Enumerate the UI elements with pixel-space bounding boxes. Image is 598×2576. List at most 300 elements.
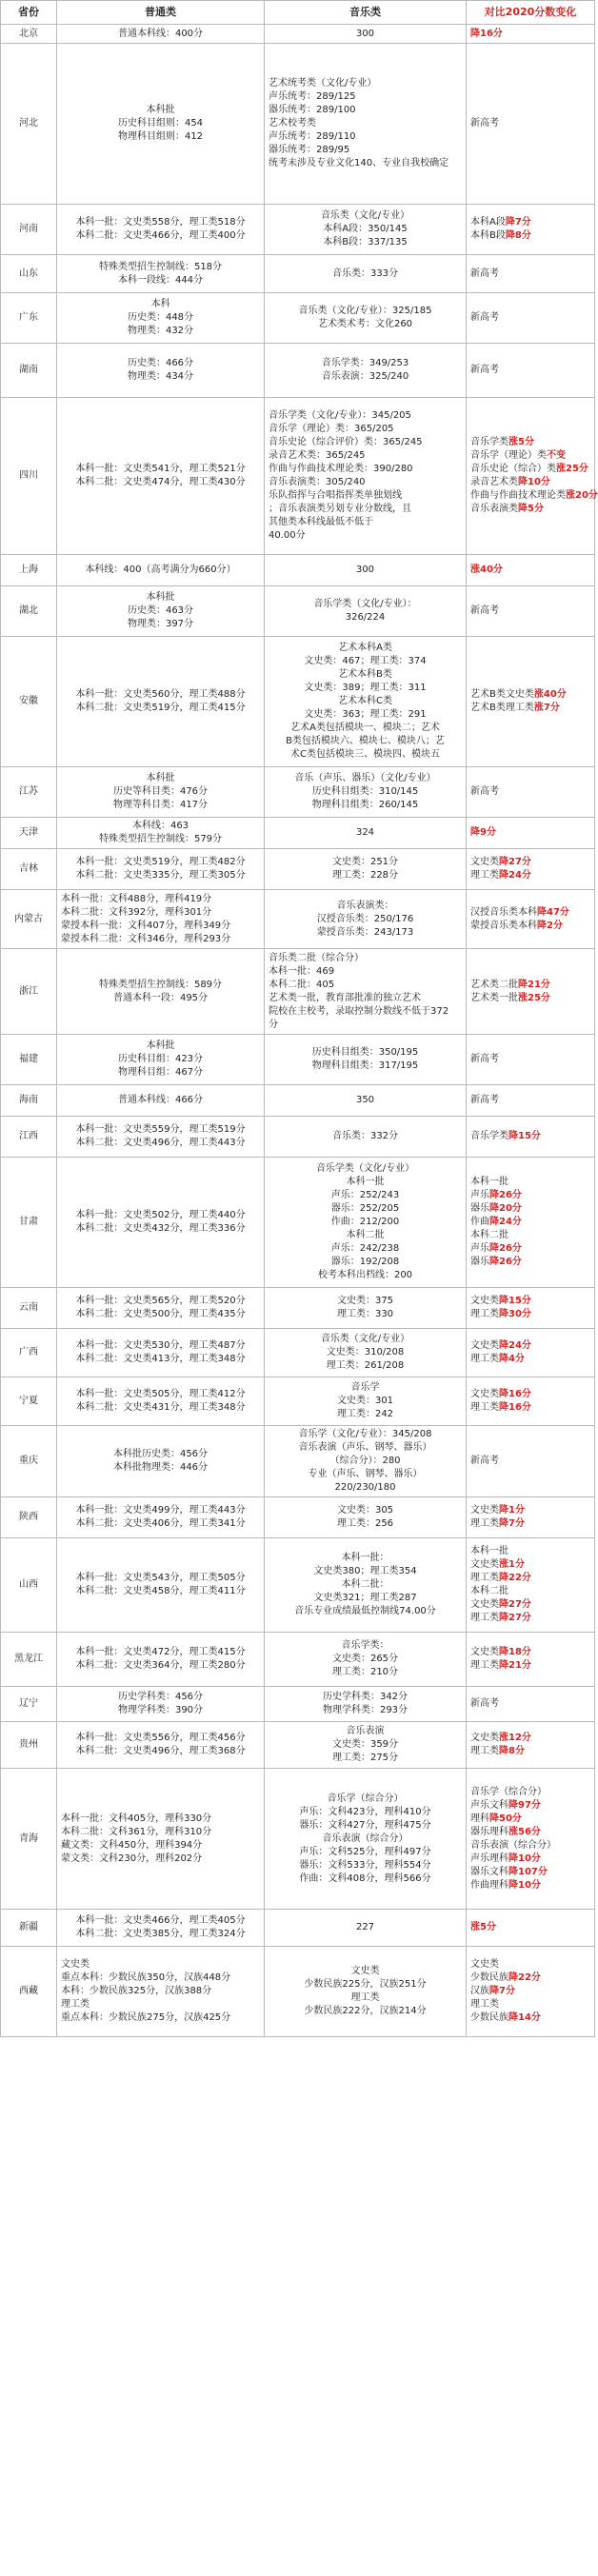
change-value: 降24分 <box>499 1340 531 1351</box>
music-line: 音乐学 <box>350 1382 380 1393</box>
change-label: 声乐 <box>470 1190 489 1200</box>
music-line: 本科一批 <box>346 1177 385 1187</box>
province-cell: 青海 <box>1 1769 57 1910</box>
province-cell: 贵州 <box>1 1722 57 1769</box>
province-cell: 江西 <box>1 1117 57 1158</box>
general-line: 物理科目组则：412 <box>117 131 204 142</box>
province-cell: 内蒙古 <box>1 890 57 949</box>
change-label: 少数民族 <box>470 2012 508 2023</box>
general-line: 本科线：463 <box>131 821 189 831</box>
change-line <box>470 1585 590 1598</box>
change-label: 艺术B类理工类 <box>470 703 534 713</box>
change-cell <box>467 767 595 818</box>
music-line: 文史类：467；理工类：374 <box>304 656 427 666</box>
general-line: 本科一批：文史类499分，理工类443分 <box>75 1505 246 1516</box>
music-line: 少数民族222分，汉族214分 <box>304 2006 427 2016</box>
music-line: 器乐统考：289/100 <box>269 105 356 115</box>
general-cell <box>57 1687 265 1722</box>
general-cell <box>57 1377 265 1426</box>
general-cell <box>57 555 265 586</box>
music-line: 音乐专业成绩最低控制线74.00分 <box>294 1606 436 1616</box>
change-value: 涨56分 <box>508 1826 541 1837</box>
general-line: 本科一批：文史类556分，理工类456分 <box>75 1733 246 1743</box>
province-cell: 天津 <box>1 818 57 849</box>
province-cell: 辽宁 <box>1 1687 57 1722</box>
music-line: 文史类：359分 <box>331 1739 399 1750</box>
music-line: 乐队指挥与合唱指挥类单独划线 <box>269 490 402 501</box>
province-cell: 河北 <box>1 44 57 205</box>
music-cell <box>265 1117 467 1158</box>
music-cell <box>265 25 467 44</box>
table-row <box>1 25 595 44</box>
general-line: 蒙授本科二批：文科346分，理科293分 <box>61 933 231 944</box>
music-line: 理工类：228分 <box>331 870 399 881</box>
change-cell <box>467 1377 595 1426</box>
table-row <box>1 949 595 1035</box>
general-cell <box>57 205 265 255</box>
change-line <box>470 1504 590 1517</box>
music-line: 物理科目组类：317/195 <box>311 1060 419 1071</box>
general-line: 物理学科类：390分 <box>117 1705 204 1715</box>
change-value: 5分 <box>480 1922 496 1932</box>
music-line: 音乐学类（文化/专业）：345/205 <box>269 410 411 421</box>
general-cell <box>57 1158 265 1288</box>
general-line: 本科二批：文史类496分，理工类443分 <box>75 1138 246 1148</box>
change-label: 文史类 <box>470 1647 499 1657</box>
change-value: 涨12分 <box>499 1733 531 1743</box>
music-line: 音乐类（文化/专业） <box>320 1334 410 1344</box>
province-cell: 吉林 <box>1 849 57 890</box>
general-line: 本科二批：文史类474分，理工类430分 <box>75 477 246 487</box>
general-line: 普通本科一段：495分 <box>112 992 209 1003</box>
change-value: 降47分 <box>537 906 569 918</box>
header-change: 对比2020分数变化 <box>467 1 595 25</box>
music-line: 音乐表演（声乐、钢琴、器乐） <box>298 1442 432 1453</box>
change-value: 降8分 <box>499 1746 525 1756</box>
general-line: 物理等科目类：417分 <box>112 800 209 810</box>
change-label: 新高考 <box>470 268 499 279</box>
music-cell <box>265 586 467 637</box>
province-cell: 新疆 <box>1 1910 57 1947</box>
change-cell <box>467 1722 595 1769</box>
general-line: 本科一批：文史类466分，理工类405分 <box>75 1915 246 1926</box>
general-cell <box>57 1633 265 1687</box>
change-value: 涨20分 <box>566 490 598 501</box>
change-line <box>470 1985 590 1998</box>
change-cell <box>467 1085 595 1117</box>
change-line <box>470 229 590 243</box>
change-line <box>470 1295 590 1308</box>
music-cell <box>265 1633 467 1687</box>
header-music: 音乐类 <box>265 1 467 25</box>
music-line: 音乐类：333分 <box>331 268 399 279</box>
change-value: 9分 <box>480 827 496 838</box>
music-line: 器乐：文科533分，理科554分 <box>299 1859 431 1871</box>
change-label: 音乐学（理论）类 <box>470 450 547 461</box>
music-line: 器乐：192/208 <box>330 1257 400 1267</box>
change-label: 文史类 <box>470 857 499 867</box>
change-line <box>470 1958 590 1972</box>
general-line: 本科一批：文史类543分，理工类505分 <box>75 1573 246 1583</box>
music-cell <box>265 1329 467 1377</box>
music-line: 器乐：252/205 <box>330 1203 400 1214</box>
music-cell <box>265 205 467 255</box>
table-row <box>1 44 595 205</box>
table-row <box>1 1158 595 1288</box>
general-line: 本科一批：文史类541分，理工类521分 <box>75 464 246 474</box>
change-label: 本科二批 <box>470 1586 508 1596</box>
change-cell <box>467 398 598 555</box>
change-line <box>470 476 590 489</box>
change-value: 降26分 <box>489 1257 522 1267</box>
change-cell <box>467 1158 595 1288</box>
general-line: 本科线：400（高考满分为660分） <box>85 565 236 575</box>
change-line <box>470 463 590 476</box>
change-label: 音乐表演类 <box>470 504 518 514</box>
header-row <box>1 1 595 25</box>
change-line <box>470 1558 590 1572</box>
change-label: 新高考 <box>470 1698 499 1709</box>
province-cell: 山东 <box>1 255 57 293</box>
music-line: 理工类 <box>350 1992 380 2003</box>
change-line <box>470 564 590 577</box>
change-label: 少数民族 <box>470 1972 508 1983</box>
change-line <box>470 1256 590 1269</box>
change-value: 降50分 <box>489 1813 522 1824</box>
table-row <box>1 1377 595 1426</box>
change-label: 文史类 <box>470 1296 499 1306</box>
table-row <box>1 767 595 818</box>
music-cell <box>265 849 467 890</box>
change-label: 录音艺术类 <box>470 477 518 487</box>
music-line: 院校在主校考，录取控制分数线不低于372 <box>269 1005 449 1017</box>
general-line: 本科二批：文史类385分，理工类324分 <box>75 1929 246 1939</box>
music-cell <box>265 1947 467 2037</box>
change-line <box>470 1879 590 1892</box>
change-cell <box>467 637 595 767</box>
change-value: 涨1分 <box>499 1559 525 1570</box>
music-line: 统考未涉及专业文化140、专业自我校确定 <box>269 158 449 168</box>
change-line <box>470 920 590 933</box>
change-cell <box>467 1329 595 1377</box>
change-cell <box>467 293 595 344</box>
province-cell: 湖南 <box>1 344 57 398</box>
music-cell <box>265 1085 467 1117</box>
change-cell <box>467 1497 595 1538</box>
change-label: 本科B段 <box>470 230 506 241</box>
general-line: 本科一批：文史类502分，理工类440分 <box>75 1210 246 1220</box>
change-line <box>470 785 590 799</box>
music-line: 音乐学类：349/253 <box>321 358 409 368</box>
header-general: 普通类 <box>57 1 265 25</box>
music-line: ；音乐表演类另划专业分数线，且 <box>269 504 411 514</box>
change-value: 降8分 <box>505 230 531 241</box>
general-line: 本科一批：文史类530分，理工类487分 <box>75 1340 246 1351</box>
change-label: 器乐文科 <box>470 1866 508 1877</box>
music-cell <box>265 1377 467 1426</box>
change-label: 理科 <box>470 1813 489 1824</box>
change-line <box>470 1053 590 1066</box>
change-cell <box>467 818 595 849</box>
change-line <box>470 1646 590 1659</box>
change-label: 新高考 <box>470 1095 499 1105</box>
music-cell <box>265 1035 467 1085</box>
change-label: 理工类 <box>470 870 499 881</box>
province-cell: 福建 <box>1 1035 57 1085</box>
music-line: 物理学科类：293分 <box>322 1705 409 1715</box>
general-line: 历史科目组：423分 <box>117 1054 204 1064</box>
general-cell <box>57 44 265 205</box>
change-line <box>470 1353 590 1366</box>
general-line: 普通本科线：466分 <box>117 1095 204 1105</box>
table-row <box>1 849 595 890</box>
music-line: 文史类：251分 <box>331 857 399 867</box>
change-label: 文史类 <box>470 1389 499 1399</box>
change-line <box>470 1866 590 1879</box>
change-value: 降7分 <box>505 217 531 228</box>
music-line: 文史类：310/208 <box>326 1347 405 1357</box>
change-value: 涨40分 <box>533 689 567 700</box>
general-cell <box>57 890 265 949</box>
general-cell <box>57 849 265 890</box>
table-row <box>1 398 595 555</box>
change-label: 声乐理科 <box>470 1853 508 1864</box>
table-row <box>1 637 595 767</box>
music-cell <box>265 555 467 586</box>
music-line: 音乐表演类： <box>336 900 394 911</box>
general-line: 本科 <box>150 299 170 309</box>
general-line: 本科一批：文史类472分，理工类415分 <box>75 1647 246 1657</box>
province-cell: 广东 <box>1 293 57 344</box>
music-line: 理工类：261/208 <box>326 1360 405 1371</box>
change-value: 降21分 <box>518 979 550 990</box>
table-row <box>1 818 595 849</box>
change-value: 降24分 <box>499 870 531 881</box>
change-value: 降7分 <box>489 1986 515 1996</box>
change-label: 文史类 <box>470 1505 499 1516</box>
general-line: 本科：少数民族325分，汉族388分 <box>61 1986 212 1996</box>
province-cell: 重庆 <box>1 1426 57 1497</box>
music-line: 音乐表演（综合分） <box>322 1833 409 1844</box>
music-cell <box>265 890 467 949</box>
change-cell <box>467 949 595 1035</box>
change-label: 音乐学类 <box>470 1131 508 1141</box>
general-line: 历史类：466分 <box>127 358 194 368</box>
change-label: 理工类 <box>470 1613 499 1623</box>
music-line: 音乐表演：325/240 <box>321 371 409 382</box>
change-line <box>470 702 590 715</box>
general-cell <box>57 1288 265 1329</box>
province-cell: 陕西 <box>1 1497 57 1538</box>
music-cell <box>265 637 467 767</box>
music-line: 历史学科类：342分 <box>322 1692 409 1702</box>
change-cell <box>467 555 595 586</box>
change-value: 降18分 <box>499 1647 531 1657</box>
general-line: 本科二批：文史类364分，理工类280分 <box>75 1660 246 1671</box>
general-cell <box>57 818 265 849</box>
province-cell: 江苏 <box>1 767 57 818</box>
change-value: 降16分 <box>499 1402 531 1413</box>
change-label: 涨 <box>470 565 480 575</box>
change-cell <box>467 44 595 205</box>
music-cell <box>265 255 467 293</box>
music-line: 本科A段：350/145 <box>323 224 408 234</box>
change-value: 降4分 <box>499 1354 525 1364</box>
music-line: 器乐统考：289/95 <box>269 145 350 155</box>
change-label: 文史类 <box>470 1340 499 1351</box>
general-cell <box>57 1947 265 2037</box>
change-label: 理工类 <box>470 1402 499 1413</box>
table-row <box>1 1497 595 1538</box>
music-line: 分 <box>269 1019 278 1030</box>
general-line: 本科二批：文史类432分，理工类336分 <box>75 1223 246 1234</box>
change-label: 降 <box>470 28 480 39</box>
table-body <box>1 25 598 2037</box>
change-label: 新高考 <box>470 118 499 129</box>
music-cell <box>265 1769 467 1910</box>
change-cell <box>467 1117 595 1158</box>
change-label: 作曲理科 <box>470 1879 508 1891</box>
change-line <box>470 1697 590 1711</box>
change-value: 降27分 <box>499 1613 531 1623</box>
province-cell: 湖北 <box>1 586 57 637</box>
change-cell <box>467 344 595 398</box>
music-line: 音乐学类： <box>341 1640 389 1651</box>
general-line: 本科一批：文史类559分，理工类519分 <box>75 1124 246 1135</box>
change-value: 降97分 <box>508 1799 541 1811</box>
general-line: 本科批历史类：456分 <box>112 1449 209 1459</box>
general-cell <box>57 293 265 344</box>
general-line: 重点本科：少数民族275分，汉族425分 <box>61 2012 231 2023</box>
music-line: 文史类：301 <box>336 1396 394 1406</box>
table-row <box>1 1769 595 1910</box>
change-label: 理工类 <box>470 1518 499 1529</box>
change-label: 新高考 <box>470 605 499 616</box>
change-label: 新高考 <box>470 365 499 375</box>
change-line <box>470 1826 590 1839</box>
change-line <box>470 268 590 281</box>
general-cell <box>57 586 265 637</box>
general-cell <box>57 1497 265 1538</box>
music-line: 艺术A类包括模块一、模块二；艺术 <box>290 723 440 733</box>
change-line <box>470 869 590 882</box>
change-label: 声乐文科 <box>470 1799 508 1811</box>
music-line: 350 <box>355 1095 375 1105</box>
change-value: 降30分 <box>499 1309 531 1319</box>
general-line: 本科二批：文史类496分，理工类368分 <box>75 1746 246 1756</box>
general-line: 本科批 <box>146 592 175 603</box>
general-line: 本科二批：文史类458分，理工类411分 <box>75 1586 246 1596</box>
general-line: 特殊类型招生控制线：579分 <box>98 834 223 844</box>
province-cell: 海南 <box>1 1085 57 1117</box>
music-line: 录音艺术类：365/245 <box>269 450 366 461</box>
music-line: 本科二批 <box>346 1230 385 1240</box>
general-line: 本科批物理类：446分 <box>112 1462 209 1473</box>
table-row <box>1 1947 595 2037</box>
change-label: 蒙授音乐类本科 <box>470 920 537 931</box>
music-line: 声乐：252/243 <box>330 1190 400 1200</box>
change-line <box>470 311 590 325</box>
music-cell <box>265 1910 467 1947</box>
change-label: 降 <box>470 827 480 838</box>
change-line <box>470 1921 590 1934</box>
general-line: 物理类：434分 <box>127 371 194 382</box>
general-line: 文史类 <box>61 1959 90 1970</box>
music-cell <box>265 1158 467 1288</box>
table-row <box>1 555 595 586</box>
change-cell <box>467 1633 595 1687</box>
change-value: 降1分 <box>499 1505 525 1516</box>
music-line: 历史科目组类：350/195 <box>311 1047 419 1058</box>
music-line: 器乐：文科427分，理科475分 <box>299 1819 431 1831</box>
change-line <box>470 1242 590 1256</box>
change-label: 文史类 <box>470 1599 499 1610</box>
general-line: 本科一批：文科488分，理科419分 <box>61 893 212 904</box>
change-value: 降5分 <box>518 504 544 514</box>
music-line: 术C类包括模块三、模块四、模块五 <box>290 749 440 760</box>
change-value: 降10分 <box>518 477 550 487</box>
change-label: 本科一批 <box>470 1546 508 1556</box>
music-line: 音乐类：332分 <box>331 1131 399 1141</box>
music-line: 本科B段：337/135 <box>323 237 408 248</box>
music-line: 220/230/180 <box>334 1482 396 1493</box>
change-value: 降16分 <box>499 1389 531 1399</box>
music-line: 物理科目组类：260/145 <box>311 800 419 810</box>
change-value: 降107分 <box>508 1866 548 1877</box>
change-value: 降24分 <box>489 1217 522 1227</box>
change-line <box>470 1839 590 1853</box>
general-line: 本科二批：文史类431分，理工类348分 <box>75 1402 246 1413</box>
general-cell <box>57 637 265 767</box>
music-cell <box>265 949 467 1035</box>
change-value: 降22分 <box>499 1573 531 1583</box>
general-line: 特殊类型招生控制线：518分 <box>98 261 223 272</box>
change-line <box>470 1094 590 1107</box>
music-line: 324 <box>355 827 375 838</box>
general-line: 本科批 <box>146 105 175 115</box>
general-cell <box>57 398 265 555</box>
table-row <box>1 1426 595 1497</box>
change-label: 声乐 <box>470 1243 489 1254</box>
change-value: 16分 <box>480 28 503 39</box>
change-cell <box>467 1426 595 1497</box>
table-row <box>1 1910 595 1947</box>
music-line: 声乐：文科423分，理科410分 <box>299 1806 431 1817</box>
change-value: 涨7分 <box>533 703 560 713</box>
change-label: 文史类 <box>470 1559 499 1570</box>
change-cell <box>467 25 595 44</box>
province-cell: 浙江 <box>1 949 57 1035</box>
music-line: 文史类：389；理工类：311 <box>304 683 427 693</box>
province-cell: 四川 <box>1 398 57 555</box>
change-line <box>470 449 590 463</box>
change-line <box>470 1216 590 1229</box>
change-label: 理工类 <box>470 1999 499 2010</box>
music-line: 音乐表演 <box>346 1726 385 1736</box>
music-line: 文史类380；理工类354 <box>313 1566 417 1576</box>
change-label: 器乐理科 <box>470 1826 508 1837</box>
province-cell: 甘肃 <box>1 1158 57 1288</box>
change-value: 降21分 <box>499 1660 531 1671</box>
music-line: 汉授音乐类：250/176 <box>316 913 414 924</box>
change-value: 降14分 <box>508 2012 541 2023</box>
music-line: 227 <box>355 1922 375 1932</box>
change-value: 降10分 <box>508 1853 541 1864</box>
general-cell <box>57 1722 265 1769</box>
general-line: 本科二批：文史类335分，理工类305分 <box>75 870 246 881</box>
music-line: 艺术本科C类 <box>338 696 392 706</box>
music-line: 文史类 <box>350 1966 380 1976</box>
